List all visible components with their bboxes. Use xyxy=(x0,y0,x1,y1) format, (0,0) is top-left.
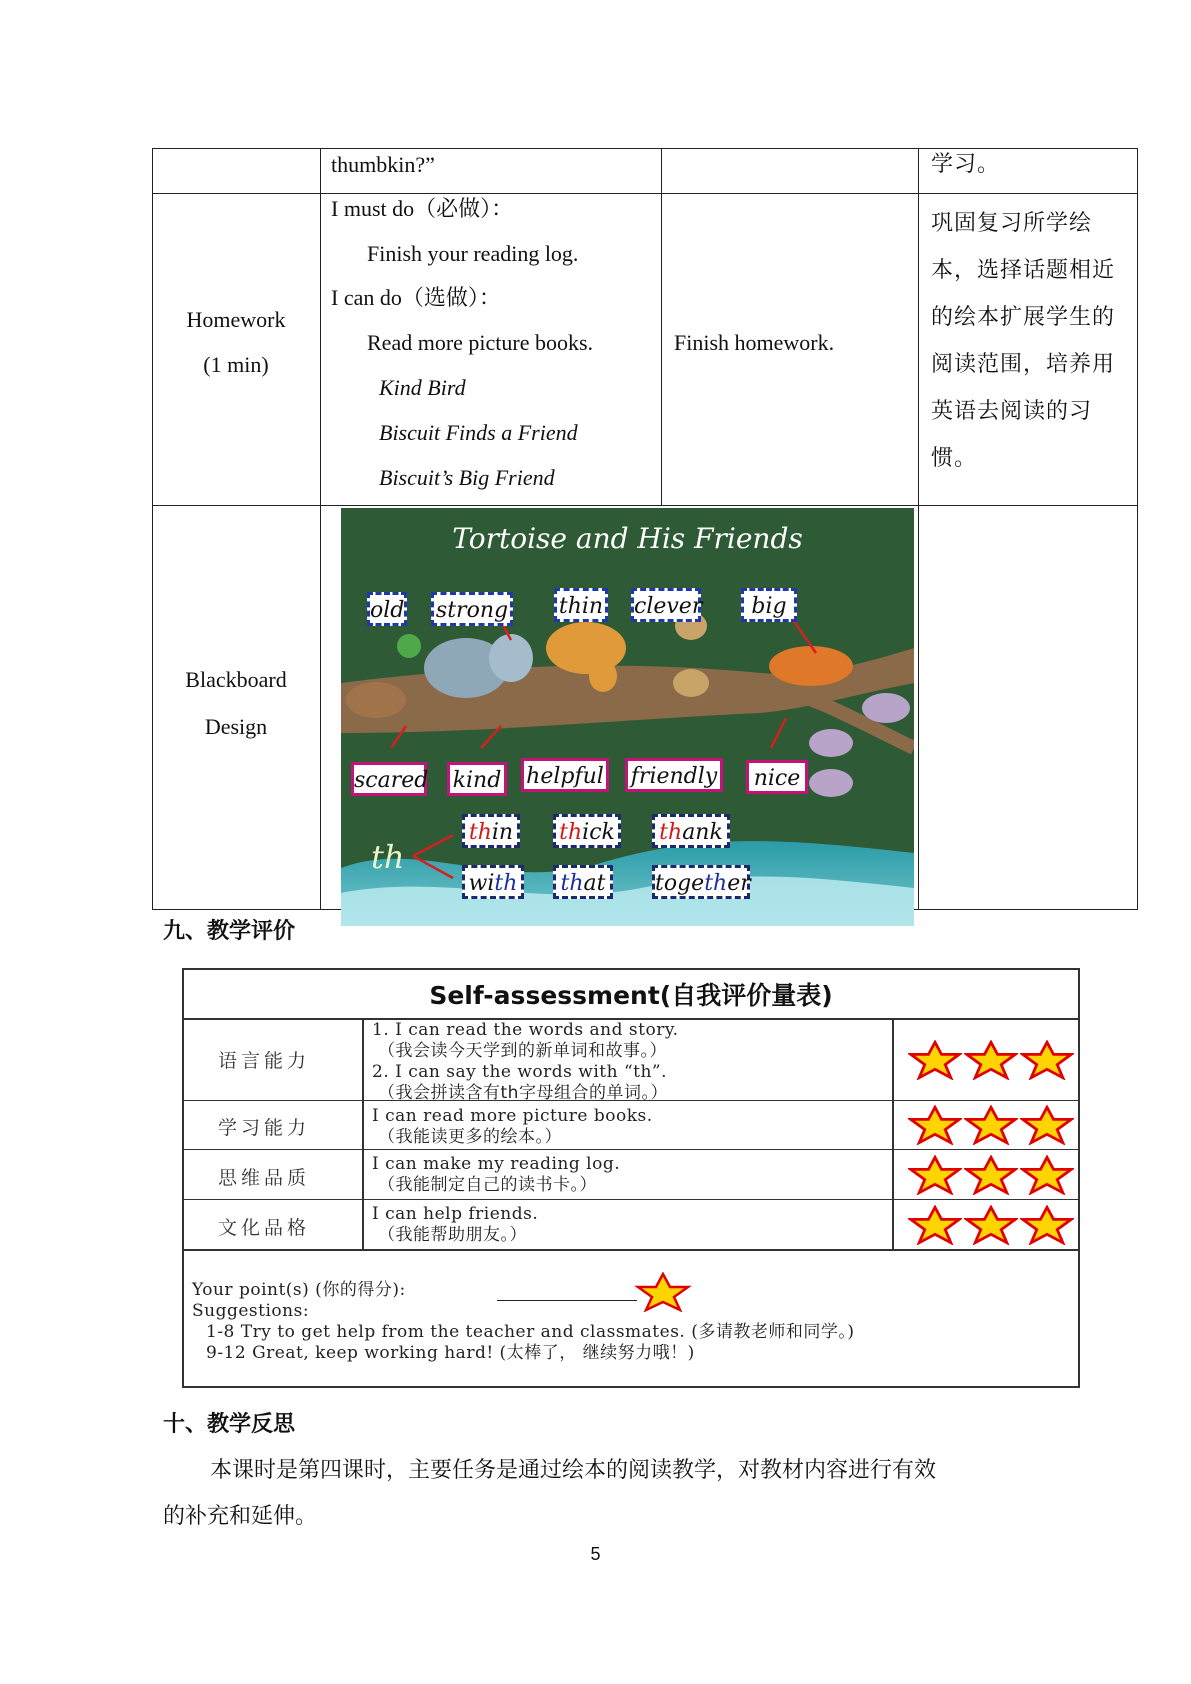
table-border xyxy=(661,148,662,506)
word-card: strong xyxy=(431,592,513,626)
statement-line: I can make my reading log. xyxy=(372,1154,621,1174)
suggestions-label: Suggestions: xyxy=(192,1301,310,1321)
star-icon xyxy=(1020,1105,1074,1145)
th-word-rest: ank xyxy=(682,820,723,845)
word-card: thin xyxy=(554,588,608,622)
must-do-label: I must do（必做）： xyxy=(331,196,514,221)
th-letters: th xyxy=(560,871,584,896)
homework-stage: Homework xyxy=(186,307,286,332)
homework-time: (1 min) xyxy=(203,352,269,377)
section-heading: 十、教学反思 xyxy=(163,1412,296,1437)
statement-line: （我会读今天学到的新单词和故事。） xyxy=(378,1041,667,1061)
th-word-card xyxy=(462,865,524,899)
star-icon xyxy=(964,1040,1018,1080)
word-card: helpful xyxy=(521,758,609,792)
homework-purpose-line: 本，选择话题相近 xyxy=(931,258,1116,283)
must-do-item: Finish your reading log. xyxy=(367,241,579,266)
table-border xyxy=(320,148,321,910)
homework-purpose-line: 阅读范围，培养用 xyxy=(931,352,1116,377)
reflection-paragraph-line: 的补充和延伸。 xyxy=(163,1504,318,1529)
suggestion-line: 9-12 Great, keep working hard! (太棒了， 继续努力哦！) xyxy=(206,1343,695,1363)
star-rating xyxy=(908,1155,1074,1195)
statement-line: 1. I can read the words and story. xyxy=(372,1020,679,1040)
category-label: 学习能力 xyxy=(218,1117,311,1139)
category-label: 思维品质 xyxy=(218,1167,311,1189)
statement-line: （我能制定自己的读书卡。） xyxy=(378,1175,597,1195)
word-card: old xyxy=(367,592,407,626)
th-letters: th xyxy=(659,820,683,845)
suggestion-line: 1-8 Try to get help from the teacher and classmates. (多请教老师和同学。) xyxy=(206,1322,855,1342)
statement-line: I can read more picture books. xyxy=(372,1106,653,1126)
book-title: Kind Bird xyxy=(379,375,466,400)
star-icon xyxy=(908,1205,962,1245)
star-icon xyxy=(964,1155,1018,1195)
homework-student-activity: Finish homework. xyxy=(674,330,835,355)
continued-purpose: 学习。 xyxy=(931,152,1001,177)
table-border xyxy=(184,1249,1078,1251)
statement-line: I can help friends. xyxy=(372,1204,539,1224)
th-word-rest: ick xyxy=(582,820,615,845)
reflection-paragraph-line: 本课时是第四课时，主要任务是通过绘本的阅读教学，对教材内容进行有效 xyxy=(210,1458,937,1483)
statement-line: （我能读更多的绘本。） xyxy=(378,1127,562,1147)
homework-purpose-line: 巩固复习所学绘 xyxy=(931,211,1093,236)
statement-line: 2. I can say the words with “th”. xyxy=(372,1062,668,1082)
th-word-card xyxy=(652,814,730,848)
table-border xyxy=(918,148,919,910)
table-border xyxy=(184,1199,1078,1200)
continued-content: thumbkin?” xyxy=(331,152,435,177)
th-letters: th xyxy=(468,820,492,845)
th-word-pre: toge xyxy=(655,871,705,896)
star-icon xyxy=(908,1105,962,1145)
star-rating xyxy=(908,1040,1074,1080)
points-blank-line xyxy=(497,1300,637,1301)
self-assessment-title: Self-assessment(自我评价量表) xyxy=(429,981,833,1010)
th-word-rest: in xyxy=(491,820,514,845)
star-icon xyxy=(964,1205,1018,1245)
table-border xyxy=(362,1018,364,1250)
category-label: 文化品格 xyxy=(218,1217,311,1239)
table-border xyxy=(152,505,1138,506)
blackboard-image xyxy=(341,508,914,926)
can-do-item: Read more picture books. xyxy=(367,330,594,355)
word-card: scared xyxy=(351,762,427,796)
star-icon xyxy=(1020,1040,1074,1080)
th-word-card xyxy=(553,865,613,899)
star-icon xyxy=(1020,1205,1074,1245)
points-label: Your point(s) (你的得分): xyxy=(192,1280,406,1300)
word-card: big xyxy=(741,588,797,622)
blackboard-stage-line: Blackboard xyxy=(185,667,287,692)
star-icon xyxy=(908,1155,962,1195)
board-title: Tortoise and His Friends xyxy=(452,522,803,555)
th-word-card xyxy=(462,814,520,848)
th-word-card xyxy=(652,865,750,899)
blackboard-stage-line: Design xyxy=(204,714,268,739)
star-icon xyxy=(908,1040,962,1080)
star-rating xyxy=(908,1105,1074,1145)
phonics-label: th xyxy=(371,838,405,876)
word-card: nice xyxy=(746,760,808,794)
table-border xyxy=(184,1149,1078,1150)
statement-line: （我会拼读含有th字母组合的单词。） xyxy=(378,1083,668,1103)
page-number: 5 xyxy=(590,1544,601,1564)
th-word-rest: at xyxy=(583,871,606,896)
star-icon xyxy=(964,1105,1018,1145)
blackboard-illustration xyxy=(341,508,914,926)
th-word-card xyxy=(553,814,621,848)
th-word-rest: er xyxy=(727,871,751,896)
word-card: kind xyxy=(447,762,507,796)
table-border xyxy=(152,148,153,910)
th-word-pre: wi xyxy=(468,871,495,896)
self-assessment-table xyxy=(182,968,1080,1388)
th-letters: th xyxy=(704,871,728,896)
homework-purpose-line: 的绘本扩展学生的 xyxy=(931,305,1116,330)
star-rating xyxy=(908,1205,1074,1245)
word-card: friendly xyxy=(625,758,723,792)
star-icon xyxy=(1020,1155,1074,1195)
table-border xyxy=(1137,148,1138,910)
th-letters: th xyxy=(559,820,583,845)
category-label: 语言能力 xyxy=(218,1050,311,1072)
statement-line: （我能帮助朋友。） xyxy=(378,1225,527,1245)
homework-purpose-line: 惯。 xyxy=(931,446,978,471)
star-icon xyxy=(634,1272,692,1312)
can-do-label: I can do（选做）： xyxy=(331,285,501,310)
th-letters: th xyxy=(494,871,518,896)
homework-purpose-line: 英语去阅读的习 xyxy=(931,399,1093,424)
table-border xyxy=(892,1018,894,1250)
section-heading: 九、教学评价 xyxy=(163,919,296,944)
book-title: Biscuit Finds a Friend xyxy=(379,420,578,445)
word-card: clever xyxy=(631,588,701,622)
table-border xyxy=(152,193,1138,194)
book-title: Biscuit’s Big Friend xyxy=(379,465,555,490)
